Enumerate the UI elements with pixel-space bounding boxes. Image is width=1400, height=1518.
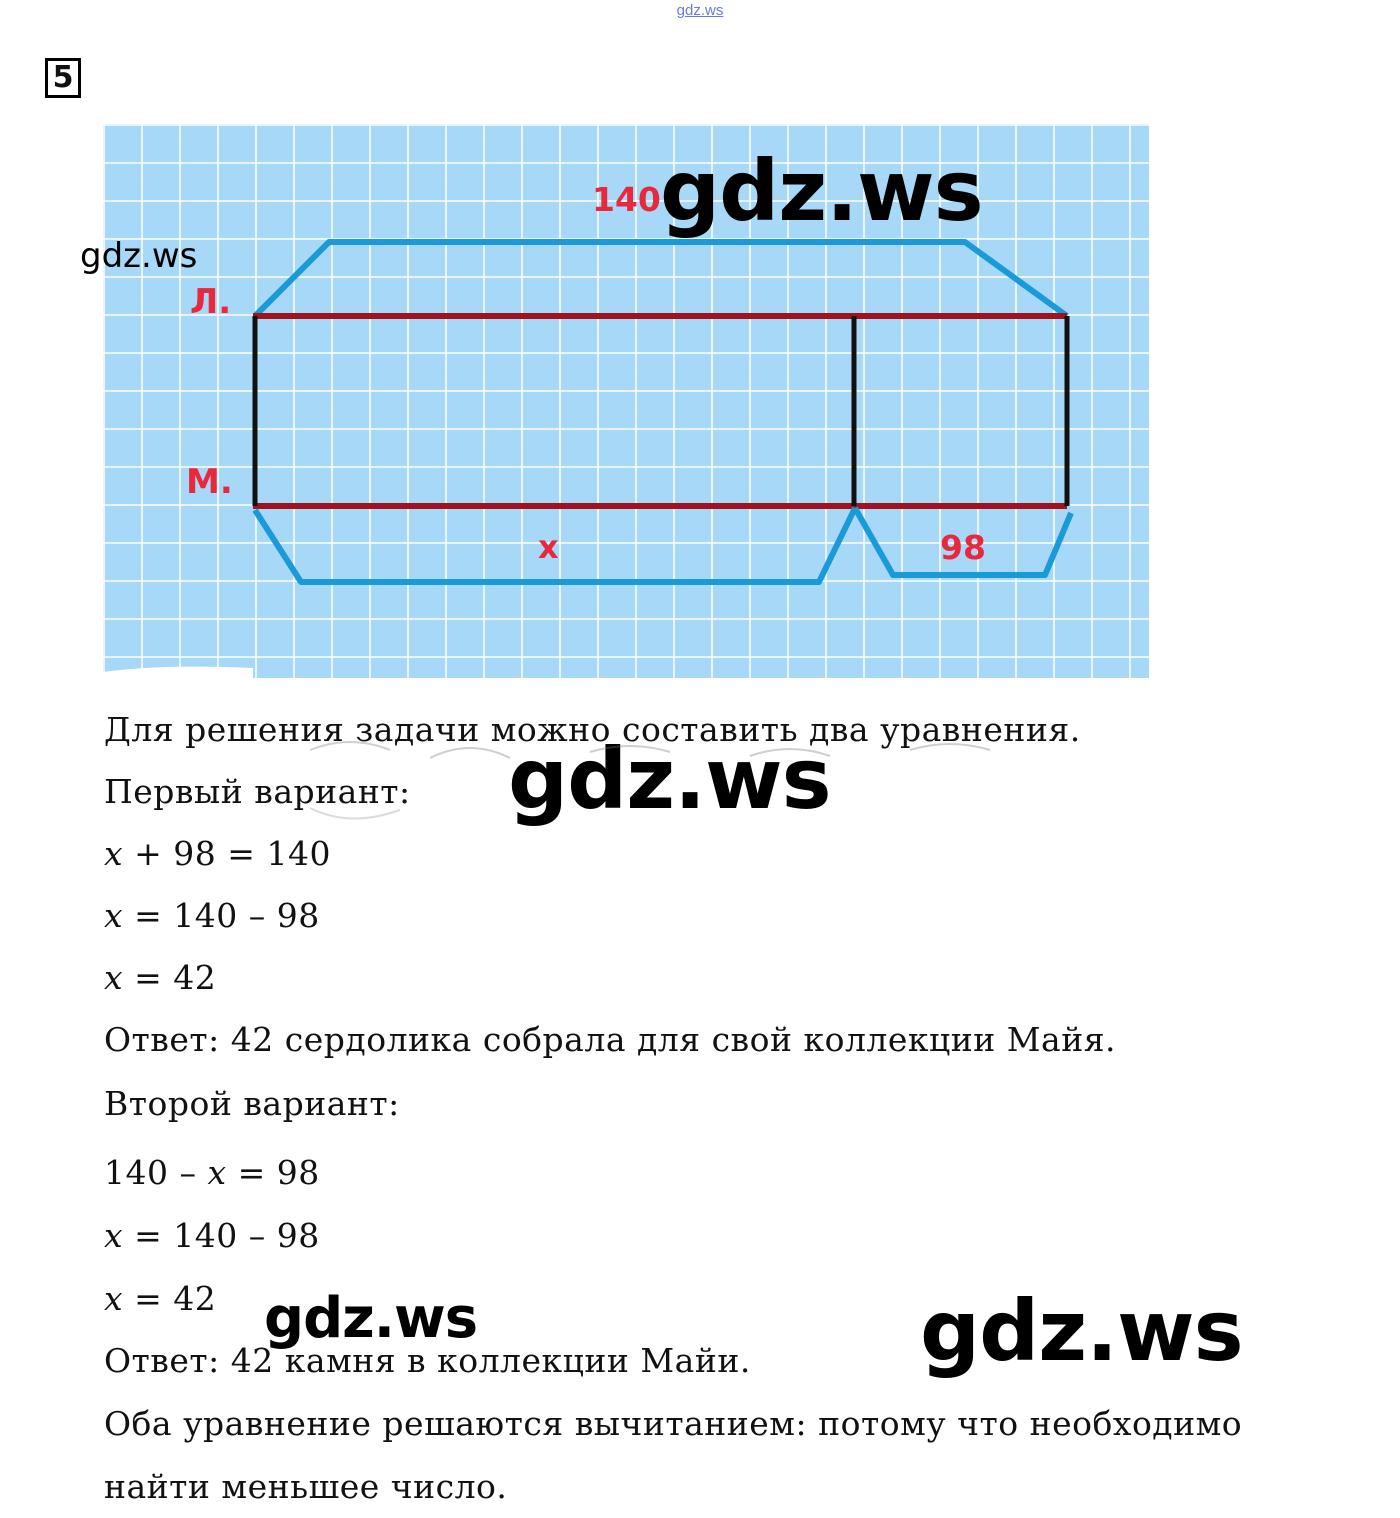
total-label: 140 <box>592 180 661 219</box>
v2-equation-1: 140 – x = 98 <box>104 1153 320 1192</box>
watermark-small-left: gdz.ws <box>80 236 198 276</box>
answer-2: Ответ: 42 камня в коллекции Майи. <box>104 1341 751 1380</box>
v2-equation-2: x = 140 – 98 <box>104 1216 320 1255</box>
site-watermark-top[interactable]: gdz.ws <box>676 2 724 19</box>
paper-smudge <box>103 667 253 678</box>
variant2-title: Второй вариант: <box>104 1084 400 1123</box>
row-label-top: Л. <box>190 282 232 322</box>
scheme-diagram <box>103 124 1149 678</box>
unknown-label: x <box>538 528 559 566</box>
v1-equation-3: x = 42 <box>104 958 217 997</box>
task-number-badge: 5 <box>45 58 81 98</box>
row-label-bottom: М. <box>186 462 233 502</box>
variant1-title: Первый вариант: <box>104 772 411 811</box>
watermark-medium-bottom: gdz.ws <box>264 1286 478 1351</box>
watermark-large-top: gdz.ws <box>660 142 983 240</box>
v1-equation-2: x = 140 – 98 <box>104 896 320 935</box>
part-label: 98 <box>940 528 986 567</box>
watermark-large-middle: gdz.ws <box>508 730 831 828</box>
conclusion-line-1: Оба уравнение решаются вычитанием: потому что необходимо <box>104 1404 1243 1443</box>
v1-equation-1: x + 98 = 140 <box>104 834 331 873</box>
answer-1: Ответ: 42 сердолика собрала для свой коллекции Майя. <box>104 1020 1117 1059</box>
v2-equation-3: x = 42 <box>104 1279 217 1318</box>
watermark-large-bottom: gdz.ws <box>920 1282 1243 1380</box>
conclusion-line-2: найти меньшее число. <box>104 1467 508 1506</box>
solution-intro: Для решения задачи можно составить два уравнения. <box>104 710 1081 749</box>
total-bracket <box>255 242 1067 316</box>
